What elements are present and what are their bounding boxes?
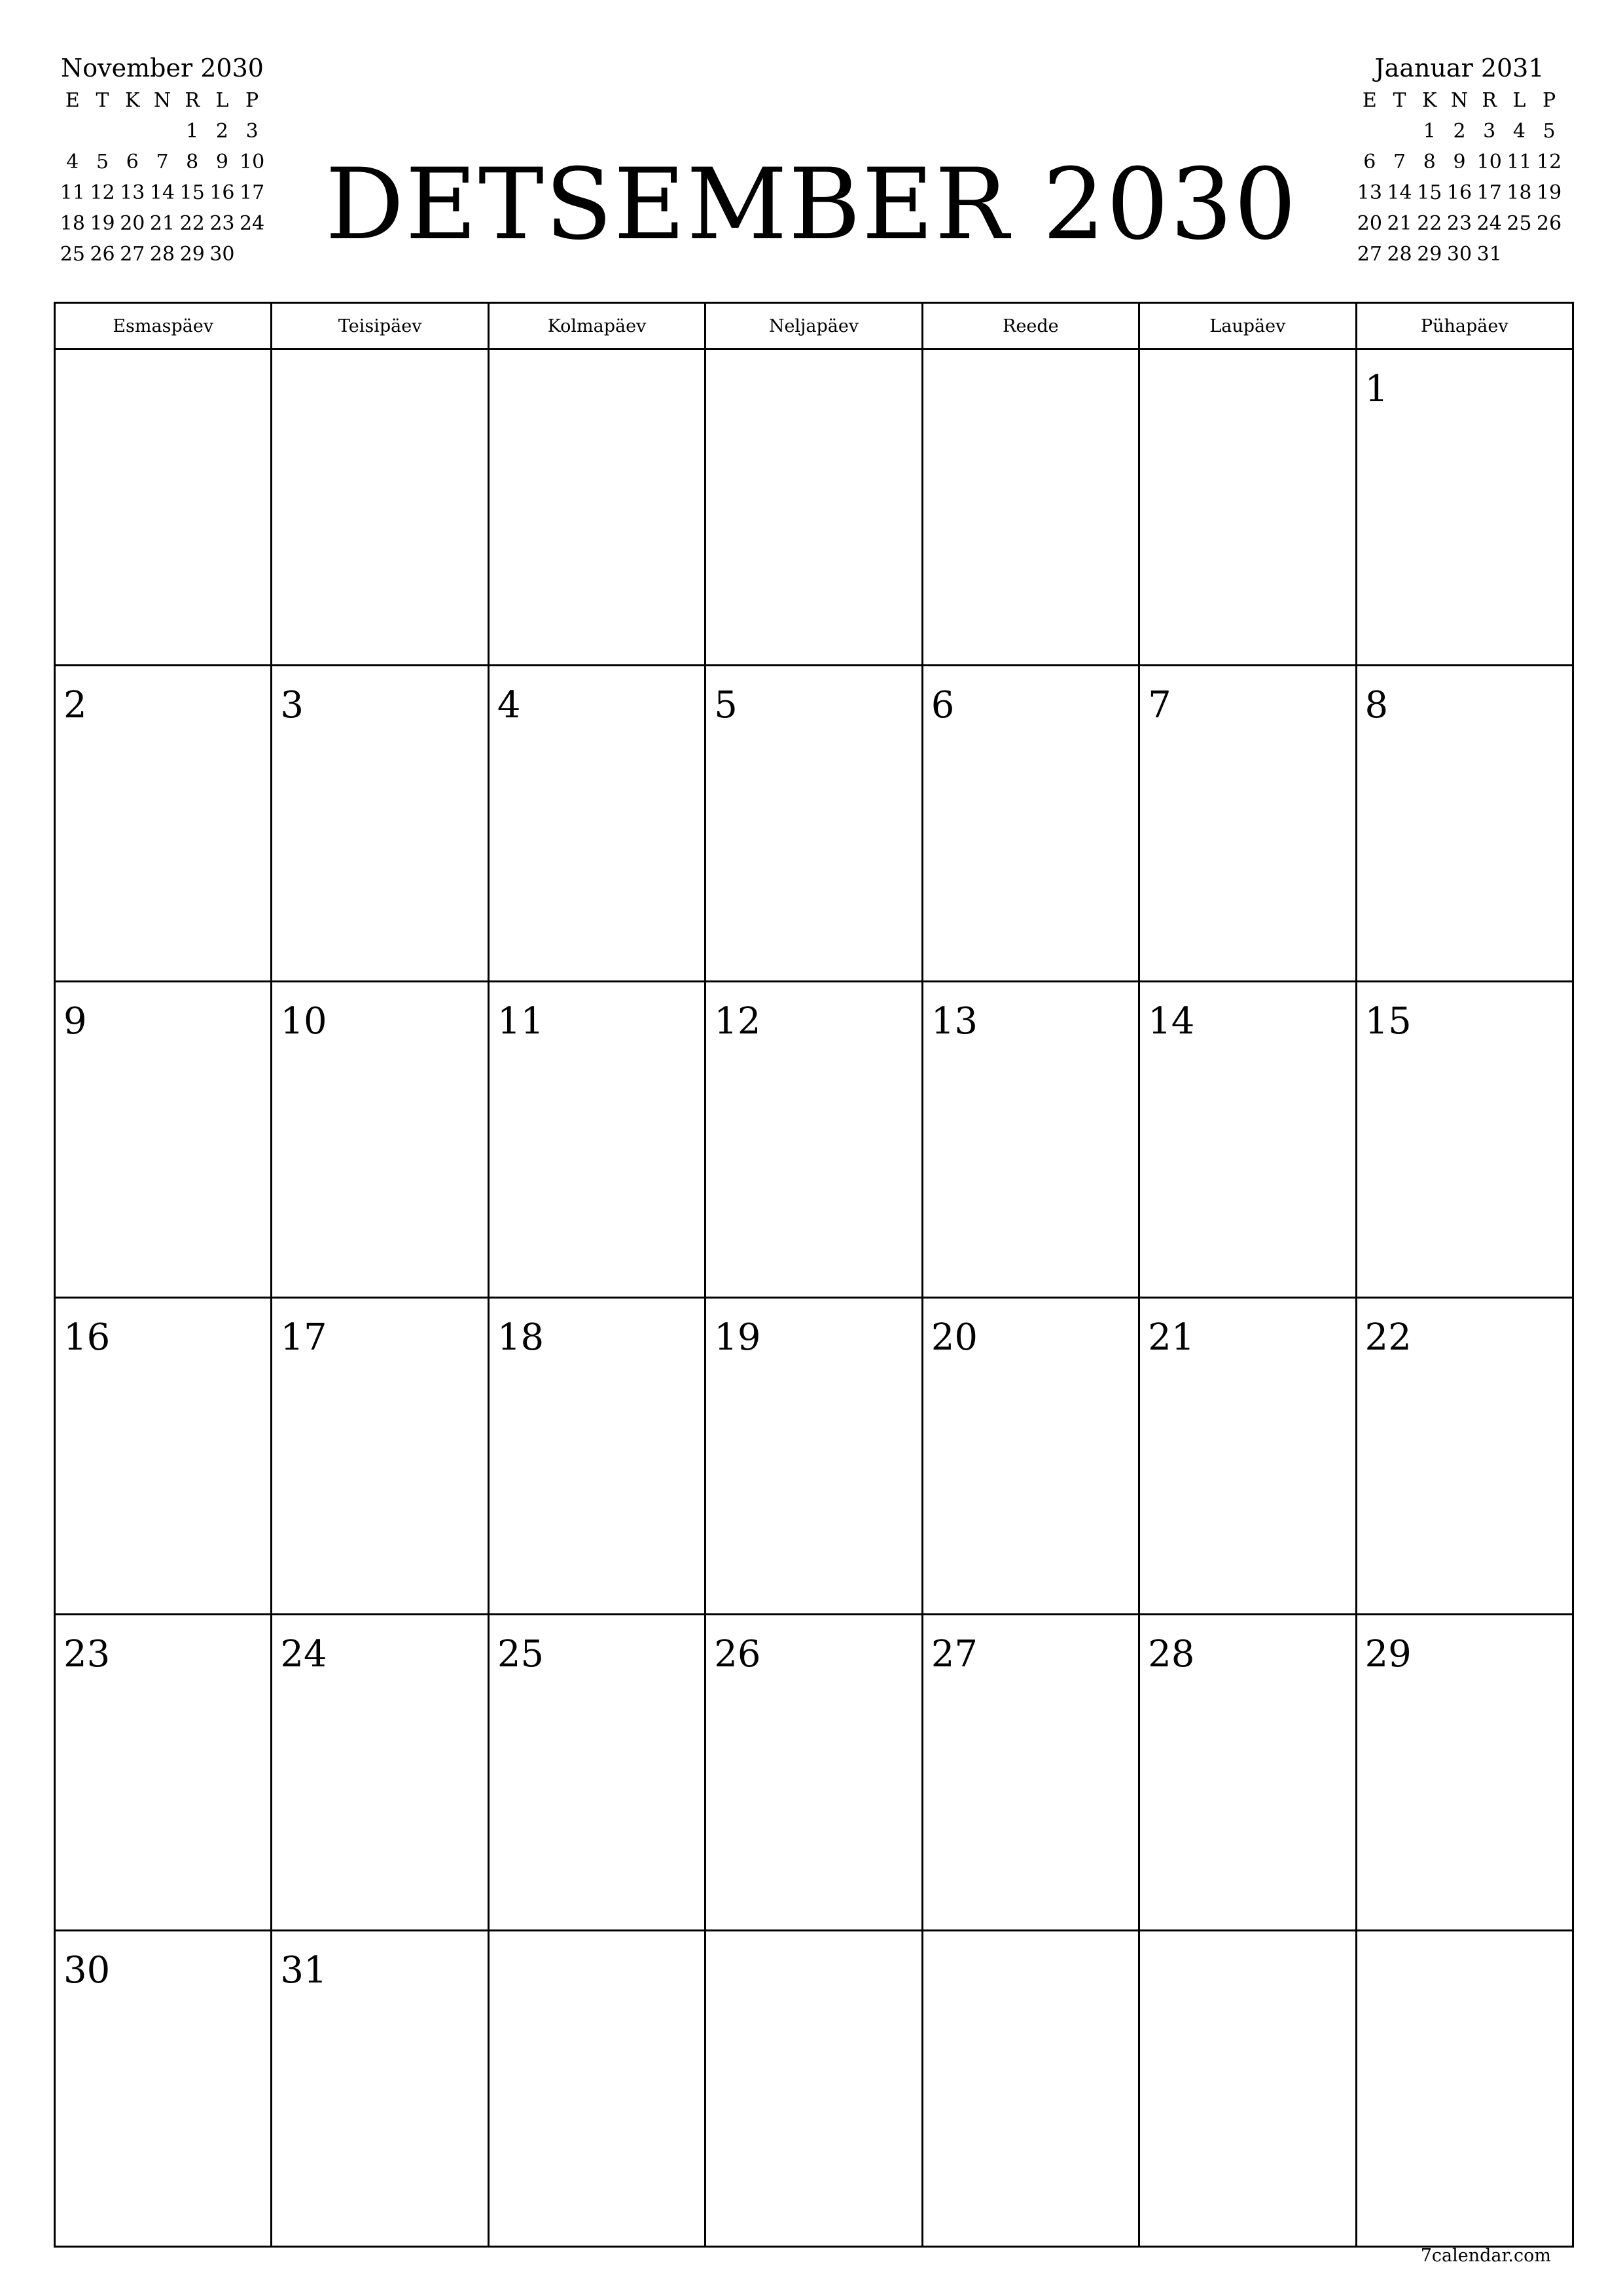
weekday-header: Teisipäev — [272, 303, 488, 350]
day-cell[interactable] — [1356, 666, 1573, 982]
day-cell[interactable] — [922, 666, 1139, 982]
day-number: 9 — [63, 1000, 87, 1043]
day-number — [1357, 1931, 1572, 1950]
day-cell[interactable] — [705, 1614, 922, 1930]
mini-weekday-label: L — [215, 89, 229, 112]
mini-day: 10 — [240, 151, 265, 173]
day-cell[interactable] — [922, 1614, 1139, 1930]
day-cell[interactable] — [705, 666, 922, 982]
mini-day: 7 — [1393, 151, 1406, 173]
mini-weekday-label: E — [65, 89, 80, 112]
day-cell[interactable] — [488, 1614, 705, 1930]
day-number: 22 — [1364, 1316, 1412, 1359]
mini-weekday-label: N — [153, 89, 171, 112]
mini-day: 5 — [96, 151, 109, 173]
mini-calendar-next-month — [1355, 51, 1564, 270]
day-cell[interactable] — [488, 350, 705, 666]
mini-day — [58, 116, 88, 147]
mini-day — [117, 116, 147, 147]
day-cell[interactable] — [922, 1930, 1139, 2246]
day-cell[interactable] — [488, 1298, 705, 1614]
day-number: 31 — [280, 1948, 327, 1992]
day-number — [1140, 1931, 1355, 1950]
day-cell[interactable] — [55, 1614, 272, 1930]
day-number — [923, 350, 1138, 368]
mini-day: 23 — [209, 212, 235, 235]
day-number: 20 — [931, 1316, 978, 1359]
mini-day: 17 — [1476, 181, 1502, 204]
mini-day: 12 — [1537, 151, 1562, 173]
mini-day: 1 — [1423, 120, 1436, 143]
mini-weekday-label: K — [1422, 89, 1437, 112]
mini-day: 18 — [1507, 181, 1532, 204]
day-cell[interactable] — [705, 350, 922, 666]
mini-day: 30 — [209, 243, 235, 266]
mini-day: 1 — [186, 120, 199, 143]
mini-day: 3 — [245, 120, 259, 143]
mini-day: 4 — [66, 151, 79, 173]
mini-day: 26 — [1537, 212, 1562, 235]
day-number — [706, 1931, 921, 1950]
day-number: 11 — [497, 1000, 544, 1043]
day-cell[interactable] — [705, 982, 922, 1298]
mini-day: 15 — [179, 181, 205, 204]
mini-day: 14 — [1387, 181, 1412, 204]
day-cell[interactable] — [488, 666, 705, 982]
mini-day: 21 — [149, 212, 175, 235]
day-number — [706, 350, 921, 368]
mini-calendar-title: November 2030 — [61, 54, 264, 82]
mini-day: 23 — [1446, 212, 1472, 235]
day-number: 10 — [280, 1000, 327, 1043]
day-cell[interactable] — [1139, 1298, 1356, 1614]
mini-day: 24 — [240, 212, 265, 235]
day-number — [272, 350, 487, 368]
day-cell[interactable] — [705, 1298, 922, 1614]
mini-day: 17 — [240, 181, 265, 204]
mini-day: 13 — [1357, 181, 1382, 204]
day-number: 1 — [1364, 368, 1389, 410]
day-cell[interactable] — [1356, 982, 1573, 1298]
day-number: 4 — [497, 684, 521, 727]
mini-day: 18 — [60, 212, 85, 235]
mini-day: 30 — [1446, 243, 1472, 266]
week-row — [55, 666, 1573, 982]
mini-weekday-label: E — [1362, 89, 1377, 112]
day-cell[interactable] — [922, 1298, 1139, 1614]
day-number: 12 — [714, 1000, 761, 1043]
mini-day: 22 — [1417, 212, 1442, 235]
week-row — [55, 1930, 1573, 2246]
mini-day — [1385, 116, 1415, 147]
day-number: 15 — [1364, 1000, 1412, 1043]
day-number — [56, 350, 270, 368]
mini-day: 6 — [126, 151, 139, 173]
day-cell[interactable] — [1139, 1930, 1356, 2246]
day-cell[interactable] — [922, 350, 1139, 666]
day-number — [490, 1931, 704, 1950]
day-number: 28 — [1148, 1632, 1195, 1676]
day-cell[interactable] — [1139, 350, 1356, 666]
weekday-header: Esmaspäev — [55, 303, 272, 350]
day-number — [1140, 350, 1355, 368]
day-cell[interactable] — [1356, 1298, 1573, 1614]
day-cell[interactable] — [1139, 982, 1356, 1298]
day-number: 17 — [280, 1316, 327, 1359]
day-cell[interactable] — [1139, 666, 1356, 982]
day-number: 14 — [1148, 1000, 1195, 1043]
day-number: 27 — [931, 1632, 978, 1676]
weekday-header: Reede — [922, 303, 1139, 350]
mini-day: 3 — [1483, 120, 1496, 143]
day-cell[interactable] — [922, 982, 1139, 1298]
day-cell[interactable] — [272, 1298, 488, 1614]
day-cell[interactable] — [55, 982, 272, 1298]
day-cell[interactable] — [272, 982, 488, 1298]
day-cell[interactable] — [1139, 1614, 1356, 1930]
mini-day: 19 — [90, 212, 115, 235]
week-row — [55, 982, 1573, 1298]
day-number: 6 — [931, 684, 955, 727]
calendar-body — [55, 350, 1573, 2247]
mini-day: 27 — [1357, 243, 1382, 266]
day-cell[interactable] — [55, 1298, 272, 1614]
day-number: 7 — [1148, 684, 1171, 727]
day-number: 21 — [1148, 1316, 1195, 1359]
day-number: 13 — [931, 1000, 978, 1043]
mini-day: 11 — [1507, 151, 1532, 173]
week-row — [55, 1614, 1573, 1930]
mini-weekday-label: T — [96, 89, 109, 112]
day-number: 19 — [714, 1316, 761, 1359]
mini-calendar-grid — [1355, 85, 1564, 270]
mini-day: 12 — [90, 181, 115, 204]
mini-day: 4 — [1512, 120, 1525, 143]
mini-weekday-label: K — [125, 89, 140, 112]
day-number: 16 — [63, 1316, 111, 1359]
mini-day: 28 — [149, 243, 175, 266]
day-cell[interactable] — [1356, 1930, 1573, 2246]
mini-day: 28 — [1387, 243, 1412, 266]
mini-day — [88, 116, 118, 147]
mini-weekday-label: R — [1482, 89, 1497, 112]
day-cell[interactable] — [488, 1930, 705, 2246]
day-cell[interactable] — [272, 350, 488, 666]
mini-weekday-label: L — [1512, 89, 1526, 112]
mini-day: 11 — [60, 181, 85, 204]
week-row — [55, 1298, 1573, 1614]
mini-day: 21 — [1387, 212, 1412, 235]
mini-day: 2 — [215, 120, 228, 143]
day-cell[interactable] — [55, 350, 272, 666]
weekday-header: Kolmapäev — [488, 303, 705, 350]
day-number: 24 — [280, 1632, 327, 1676]
mini-day: 5 — [1543, 120, 1556, 143]
day-number: 23 — [63, 1632, 111, 1676]
mini-day: 16 — [1446, 181, 1472, 204]
day-cell[interactable] — [1356, 1614, 1573, 1930]
day-number: 2 — [63, 684, 87, 727]
watermark: 7calendar.com — [1420, 2246, 1551, 2266]
day-number: 3 — [280, 684, 304, 727]
mini-day: 9 — [215, 151, 228, 173]
mini-day — [1355, 116, 1385, 147]
mini-day: 13 — [120, 181, 145, 204]
mini-day: 8 — [186, 151, 199, 173]
mini-day: 8 — [1423, 151, 1436, 173]
mini-day: 31 — [1476, 243, 1502, 266]
day-number: 29 — [1364, 1632, 1412, 1676]
day-cell[interactable] — [705, 1930, 922, 2246]
day-cell[interactable] — [272, 666, 488, 982]
mini-day: 29 — [1417, 243, 1442, 266]
mini-day: 27 — [120, 243, 145, 266]
mini-calendar-title: Jaanuar 2031 — [1374, 54, 1544, 82]
mini-day: 7 — [156, 151, 169, 173]
mini-day: 20 — [1357, 212, 1382, 235]
mini-day: 9 — [1453, 151, 1466, 173]
mini-day — [147, 116, 177, 147]
day-cell[interactable] — [1356, 350, 1573, 666]
mini-weekday-label: T — [1393, 89, 1406, 112]
mini-day: 26 — [90, 243, 115, 266]
mini-day: 25 — [1507, 212, 1532, 235]
mini-day: 20 — [120, 212, 145, 235]
mini-day: 6 — [1363, 151, 1376, 173]
mini-weekday-label: P — [245, 89, 259, 112]
mini-day: 22 — [179, 212, 205, 235]
day-number: 25 — [497, 1632, 544, 1676]
mini-day: 29 — [179, 243, 205, 266]
weekday-header-row — [55, 303, 1573, 350]
mini-day: 25 — [60, 243, 85, 266]
day-number — [490, 350, 704, 368]
day-cell[interactable] — [272, 1930, 488, 2246]
mini-day: 2 — [1453, 120, 1466, 143]
mini-day: 24 — [1476, 212, 1502, 235]
day-cell[interactable] — [55, 666, 272, 982]
day-number — [923, 1931, 1138, 1950]
month-calendar-grid — [54, 302, 1574, 2248]
mini-day: 19 — [1537, 181, 1562, 204]
day-cell[interactable] — [488, 982, 705, 1298]
mini-day — [1534, 239, 1564, 270]
day-number: 5 — [714, 684, 738, 727]
mini-day — [1505, 239, 1535, 270]
day-number: 26 — [714, 1632, 761, 1676]
mini-day: 10 — [1476, 151, 1502, 173]
day-cell[interactable] — [272, 1614, 488, 1930]
day-number: 8 — [1364, 684, 1389, 727]
mini-weekday-label: N — [1450, 89, 1469, 112]
mini-day: 15 — [1417, 181, 1442, 204]
day-number: 30 — [63, 1948, 111, 1992]
weekday-header: Pühapäev — [1356, 303, 1573, 350]
mini-day: 16 — [209, 181, 235, 204]
mini-day: 14 — [149, 181, 175, 204]
mini-weekday-label: P — [1543, 89, 1556, 112]
weekday-header: Laupäev — [1139, 303, 1356, 350]
day-cell[interactable] — [55, 1930, 272, 2246]
mini-weekday-label: R — [185, 89, 200, 112]
weekday-header: Neljapäev — [705, 303, 922, 350]
page-title: DETSEMBER 2030 — [325, 148, 1298, 262]
day-number: 18 — [497, 1316, 544, 1359]
week-row — [55, 350, 1573, 666]
